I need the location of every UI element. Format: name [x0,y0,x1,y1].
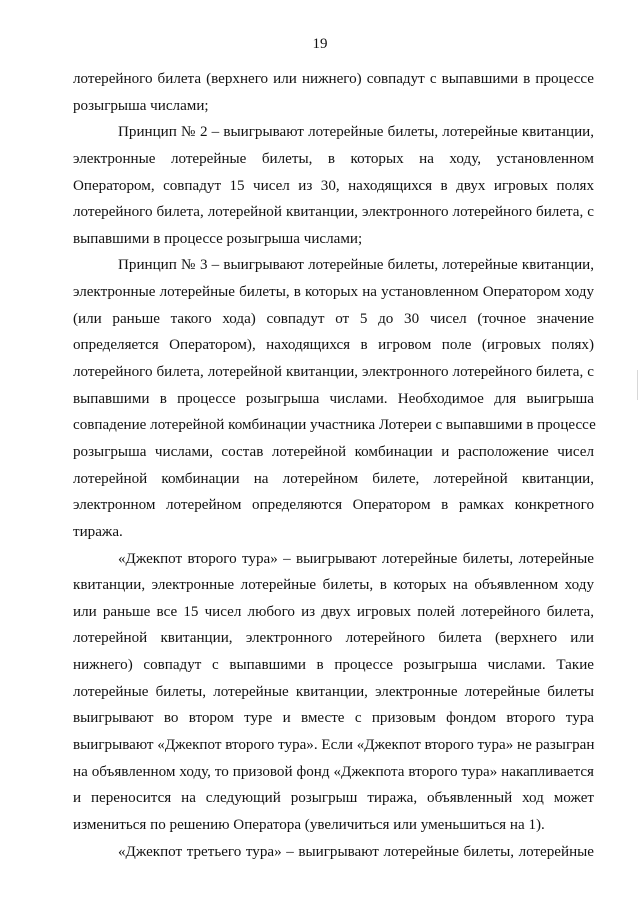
text-line: «Джекпот второго тура» – выигрывают лотерейные билеты, лотерейные [118,550,594,567]
text-line: (или раньше такого хода) совпадут от 5 до 30 чисел (точное значение [73,310,594,327]
text-line: выпавшими в процессе розыгрыша числами; [73,230,363,247]
body-text [73,66,594,865]
text-line: или раньше все 15 чисел любого из двух игровых полей лотерейного билета, [73,603,594,620]
text-line: определяется Оператором), находящихся в игровом поле (игровых полях) [73,337,594,354]
scan-edge-mark [637,370,638,400]
text-line: лотерейного билета, лотерейной квитанции, электронного лотерейного билета, с [73,204,594,221]
text-line: лотерейные билеты, лотерейные квитанции, электронные лотерейные билеты [73,683,594,700]
text-line: Принцип № 3 – выигрывают лотерейные билеты, лотерейные квитанции, [118,257,594,274]
text-line: выигрывают во втором туре и вместе с призовым фондом второго тура [73,710,594,727]
text-line: лотерейного билета (верхнего или нижнего) совпадут с выпавшими в процессе [73,71,594,87]
page-number: 19 [312,36,328,52]
text-line: тиража. [73,523,123,540]
text-line: розыгрыша числами; [73,97,209,114]
text-line: «Джекпот третьего тура» – выигрывают лотерейные билеты, лотерейные [118,843,594,860]
text-line: лотерейного билета, лотерейной квитанции, электронного лотерейного билета, с [73,364,594,381]
text-line: Оператором, совпадут 15 чисел из 30, находящихся в двух игровых полях [73,177,594,194]
text-line: Принцип № 2 – выигрывают лотерейные билеты, лотерейные квитанции, [118,124,594,141]
text-line: и переносится на следующий розыгрыш тиража, объявленный ход может [73,790,594,807]
text-line: выпавшими в процессе розыгрыша числами. Необходимое для выигрыша [73,390,594,407]
text-line: электронном лотерейном определяются Оператором в рамках конкретного [73,497,594,514]
text-line: выигрывают «Джекпот второго тура». Если «Джекпот второго тура» не разыгран [73,737,595,754]
text-line: нижнего) совпадут с выпавшими в процессе розыгрыша числами. Такие [73,657,594,674]
text-line: электронные лотерейные билеты, в которых на ходу, установленном [73,150,594,167]
text-line: измениться по решению Оператора (увеличиться или уменьшиться на 1). [73,816,545,833]
text-line: лотерейной квитанции, электронного лотерейного билета (верхнего или [73,630,594,647]
text-line: розыгрыша числами, состав лотерейной комбинации и расположение чисел [73,443,594,460]
text-line: электронные лотерейные билеты, в которых на установленном Оператором ходу [73,284,594,301]
text-line: квитанции, электронные лотерейные билеты, в которых на объявленном ходу [73,577,594,594]
text-line: совпадение лотерейной комбинации участника Лотереи с выпавшими в процессе [73,417,596,434]
text-line: на объявленном ходу, то призовой фонд «Джекпота второго тура» накапливается [73,763,594,780]
text-line: лотерейной комбинации на лотерейном билете, лотерейной квитанции, [73,470,594,487]
